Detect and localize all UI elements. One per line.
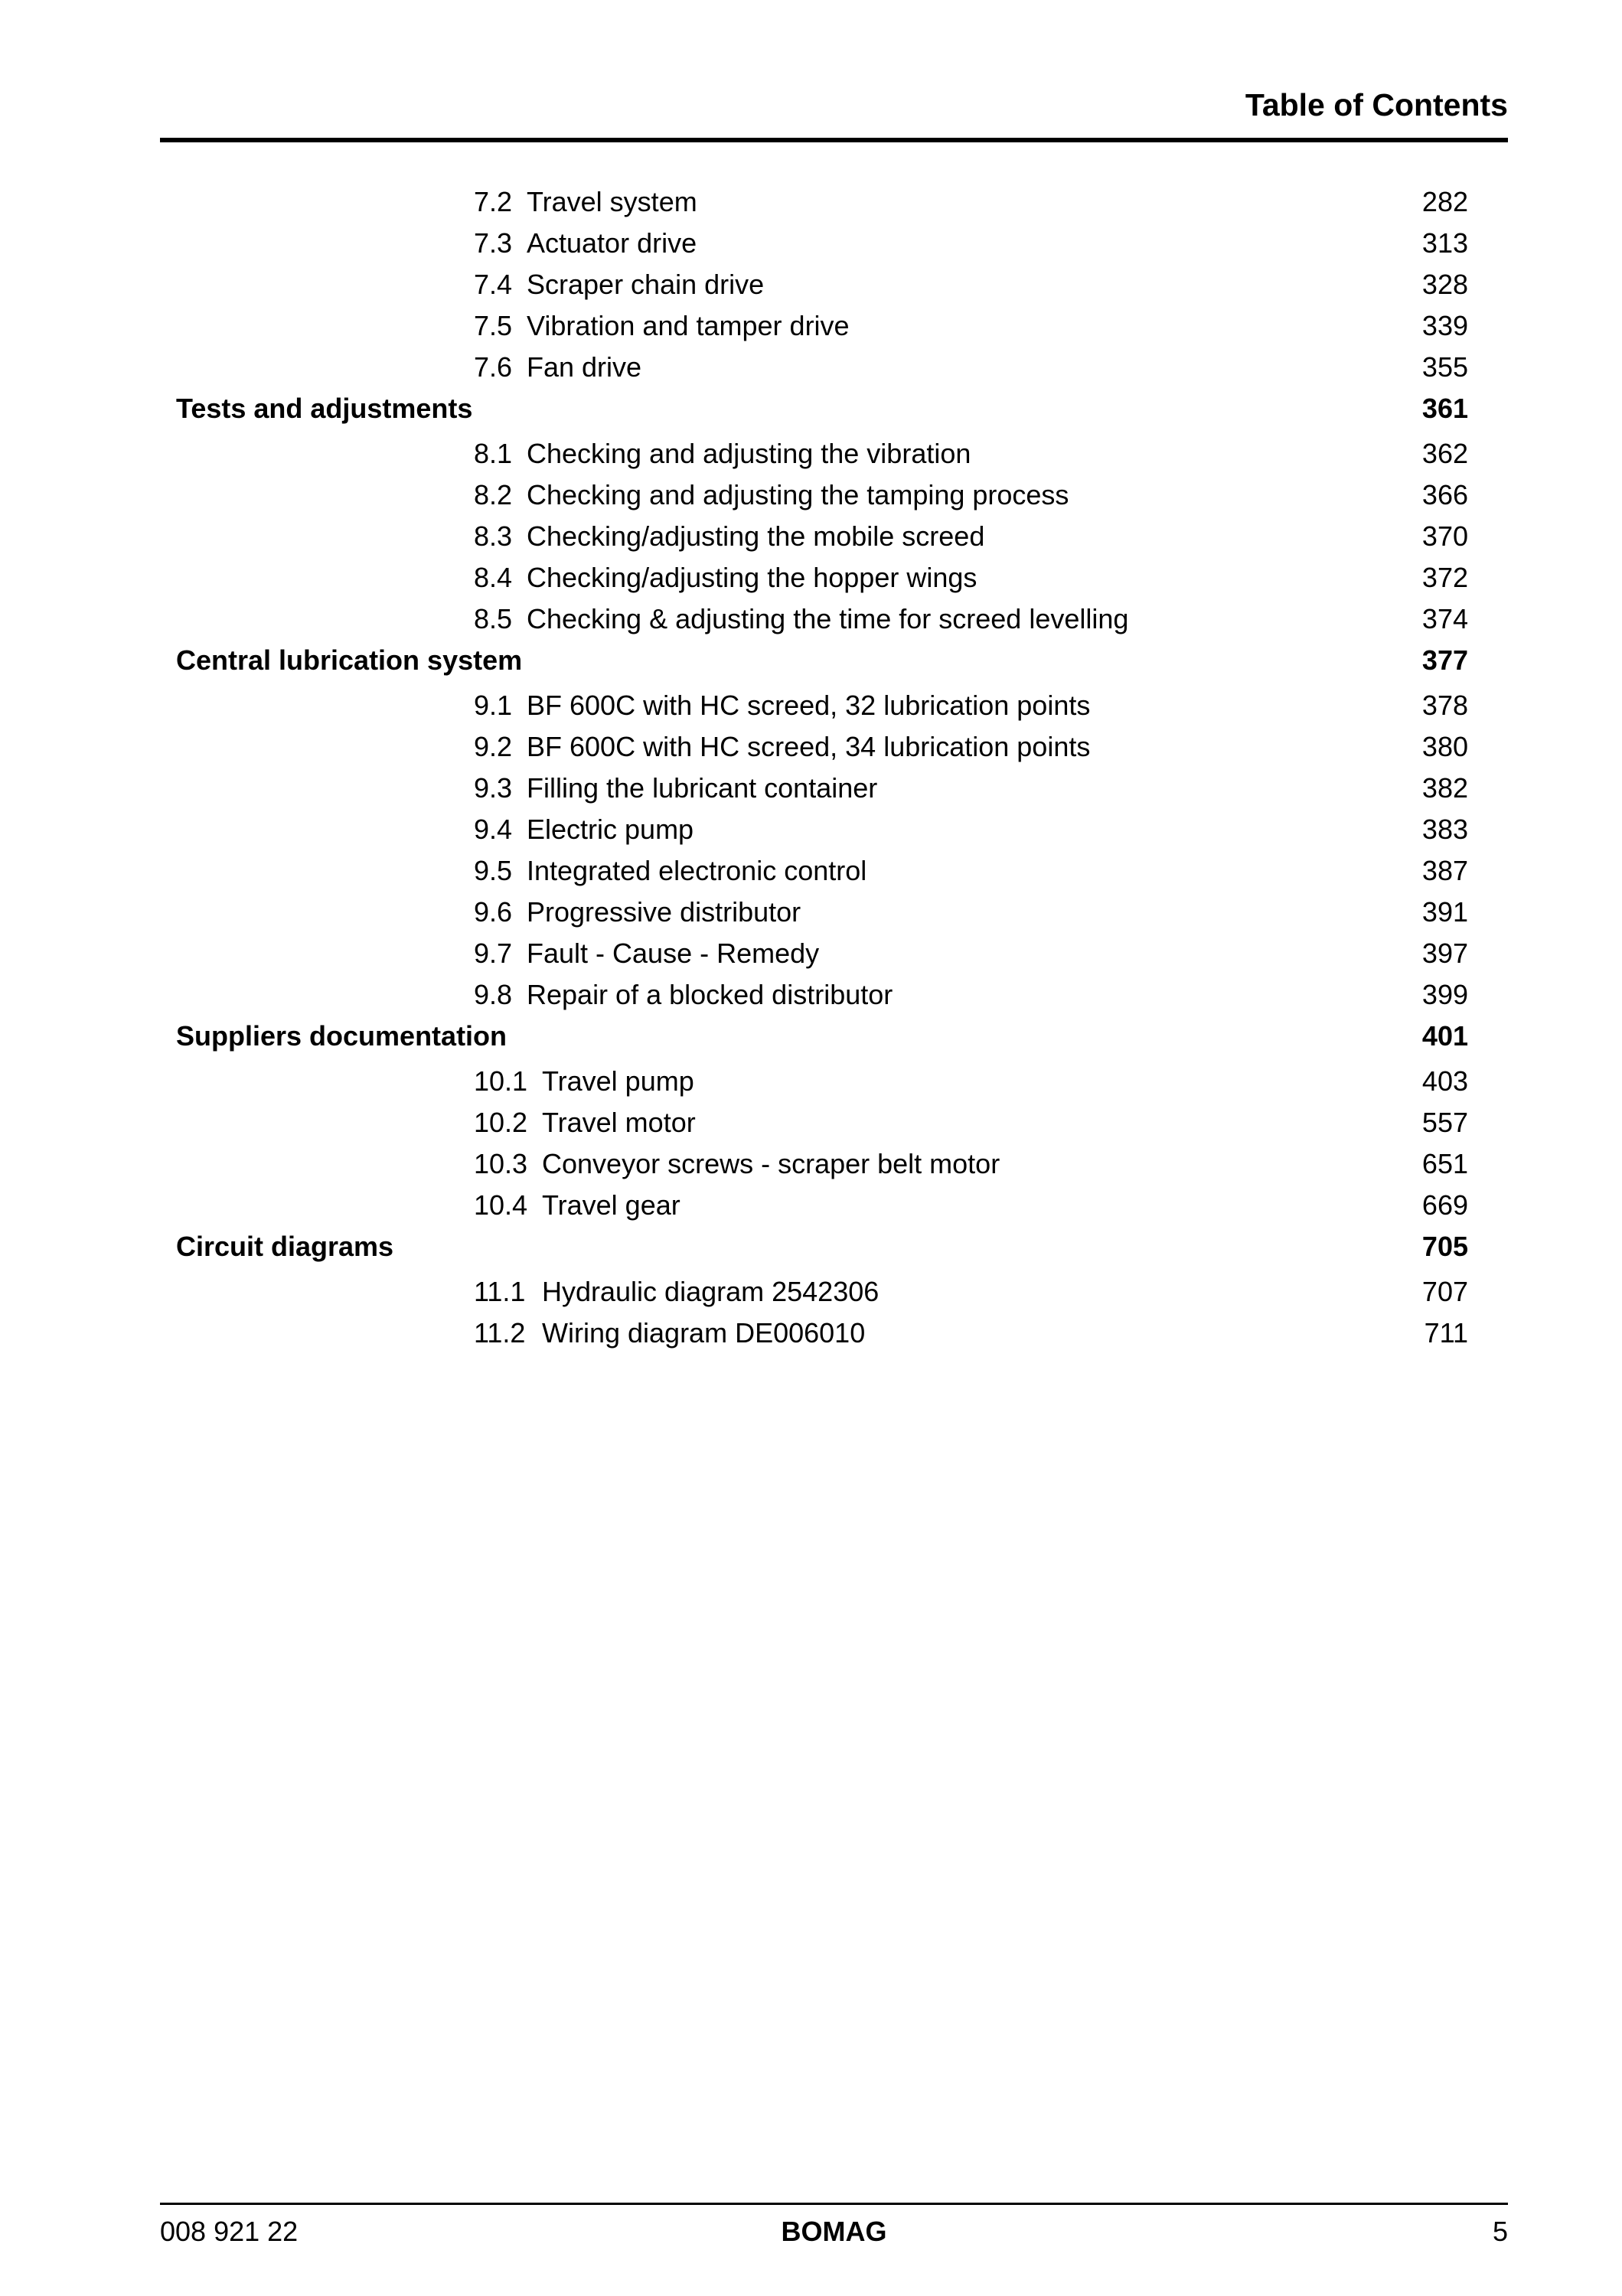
toc-entry[interactable] <box>176 433 1468 475</box>
toc-entry-number: 8.2 <box>474 479 513 510</box>
toc-entry-title: Fan drive <box>527 351 642 383</box>
toc-entry-title: Electric pump <box>527 814 694 845</box>
toc-entry-page: 387 <box>1421 855 1468 886</box>
page-title: Table of Contents <box>1245 87 1508 122</box>
toc-entry-number: 7.6 <box>474 351 513 383</box>
toc-entry-number: 8.4 <box>474 562 513 593</box>
toc-entry-page: 366 <box>1421 479 1468 510</box>
toc-entry-page: 399 <box>1421 979 1468 1010</box>
toc-entry-page: 383 <box>1421 814 1468 845</box>
toc-entry-title: Checking and adjusting the tamping process <box>527 479 1069 510</box>
toc-entry-number: 11.2 <box>474 1317 526 1349</box>
toc-entry-number: 8.5 <box>474 603 513 634</box>
toc-entry[interactable] <box>176 974 1468 1016</box>
toc-entry[interactable] <box>176 516 1468 557</box>
toc-chapter-page: 401 <box>1421 1020 1468 1052</box>
toc-entry-number: 8.1 <box>474 438 513 469</box>
toc-entry-title: Vibration and tamper drive <box>527 310 850 341</box>
toc-entry-page: 380 <box>1421 731 1468 762</box>
toc-entry-number: 10.1 <box>474 1065 528 1097</box>
toc-entry[interactable] <box>176 1271 1468 1313</box>
toc-entry[interactable] <box>176 181 1468 223</box>
toc-entry[interactable] <box>176 347 1468 388</box>
toc-entry-number: 7.4 <box>474 269 513 300</box>
toc-entry-title: Travel pump <box>542 1065 694 1097</box>
toc-entry[interactable] <box>176 1143 1468 1185</box>
toc-entry-title: BF 600C with HC screed, 32 lubrication points <box>527 690 1091 721</box>
toc-entry-page: 378 <box>1421 690 1468 721</box>
toc-chapter-title: Central lubrication system <box>176 644 523 676</box>
toc-entry-page: 374 <box>1421 603 1468 634</box>
toc-entry-number: 9.5 <box>474 855 513 886</box>
toc-entry-title: Checking/adjusting the mobile screed <box>527 520 985 552</box>
page-number: 5 <box>1492 2216 1508 2247</box>
toc-entry[interactable] <box>176 264 1468 305</box>
toc-entry-number: 9.3 <box>474 772 513 804</box>
toc-entry-title: Hydraulic diagram 2542306 <box>542 1276 880 1307</box>
toc-chapter-page: 377 <box>1421 644 1468 676</box>
toc-entry-title: BF 600C with HC screed, 34 lubrication points <box>527 731 1091 762</box>
toc-entry[interactable] <box>176 809 1468 850</box>
toc-entry[interactable] <box>176 768 1468 809</box>
toc-entry-number: 9.6 <box>474 896 513 928</box>
toc-entry-title: Wiring diagram DE006010 <box>542 1317 866 1349</box>
page-footer <box>160 2203 1508 2251</box>
toc-entry-title: Checking/adjusting the hopper wings <box>527 562 977 593</box>
toc-entry-page: 362 <box>1421 438 1468 469</box>
toc-entry-title: Actuator drive <box>527 227 697 259</box>
toc-chapter-page: 361 <box>1421 393 1468 424</box>
toc-entry[interactable] <box>176 685 1468 726</box>
toc-entry-page: 711 <box>1424 1317 1468 1349</box>
toc-entry-page: 669 <box>1421 1189 1468 1221</box>
toc-entry[interactable] <box>176 726 1468 768</box>
toc-entry-page: 557 <box>1421 1107 1468 1138</box>
toc-entry[interactable] <box>176 850 1468 892</box>
toc-entry-title: Scraper chain drive <box>527 269 765 300</box>
toc-entry-number: 11.1 <box>474 1276 526 1307</box>
toc-entry-number: 9.2 <box>474 731 513 762</box>
toc-entry-title: Travel motor <box>542 1107 696 1138</box>
toc-chapter[interactable] <box>176 388 1468 433</box>
toc-chapter-title: Suppliers documentation <box>176 1020 507 1052</box>
toc-entry-page: 391 <box>1421 896 1468 928</box>
toc-entry[interactable] <box>176 892 1468 933</box>
toc-chapter[interactable] <box>176 1016 1468 1061</box>
toc-entry[interactable] <box>176 1313 1468 1354</box>
page-header <box>160 83 1508 142</box>
toc-chapter[interactable] <box>176 1226 1468 1271</box>
toc-entry-page: 355 <box>1421 351 1468 383</box>
toc-entry-title: Checking & adjusting the time for screed levelling <box>527 603 1129 634</box>
brand-name: BOMAG <box>781 2216 887 2247</box>
toc-entry[interactable] <box>176 305 1468 347</box>
toc-entry-page: 313 <box>1421 227 1468 259</box>
toc-entry[interactable] <box>176 933 1468 974</box>
toc-entry[interactable] <box>176 1102 1468 1143</box>
toc-entry[interactable] <box>176 1185 1468 1226</box>
toc-entry[interactable] <box>176 1061 1468 1102</box>
toc-entry-title: Filling the lubricant container <box>527 772 878 804</box>
toc-entry[interactable] <box>176 223 1468 264</box>
toc-entry-title: Repair of a blocked distributor <box>527 979 893 1010</box>
toc-chapter-title: Tests and adjustments <box>176 393 473 424</box>
toc-entry-page: 328 <box>1421 269 1468 300</box>
toc-entry-number: 8.3 <box>474 520 513 552</box>
toc-entry[interactable] <box>176 598 1468 640</box>
toc-entry-title: Progressive distributor <box>527 896 801 928</box>
toc-chapter[interactable] <box>176 640 1468 685</box>
toc-entry-number: 7.3 <box>474 227 513 259</box>
toc-entry-title: Integrated electronic control <box>527 855 867 886</box>
toc-entry-title: Conveyor screws - scraper belt motor <box>542 1148 1000 1179</box>
toc-entry-page: 372 <box>1421 562 1468 593</box>
toc-entry-page: 707 <box>1421 1276 1468 1307</box>
toc-entry[interactable] <box>176 557 1468 598</box>
toc-entry-page: 339 <box>1421 310 1468 341</box>
toc-entry-title: Fault - Cause - Remedy <box>527 938 820 969</box>
toc-entry-page: 403 <box>1421 1065 1468 1097</box>
toc-chapter-title: Circuit diagrams <box>176 1231 394 1262</box>
toc-entry-page: 282 <box>1421 186 1468 217</box>
toc-entry-title: Travel system <box>527 186 697 217</box>
toc-entry-title: Checking and adjusting the vibration <box>527 438 971 469</box>
toc-entry-number: 7.2 <box>474 186 513 217</box>
toc-entry-number: 10.3 <box>474 1148 528 1179</box>
toc-entry-page: 370 <box>1421 520 1468 552</box>
toc-entry-page: 651 <box>1421 1148 1468 1179</box>
toc-entry-number: 7.5 <box>474 310 513 341</box>
toc-entry-number: 10.4 <box>474 1189 528 1221</box>
toc-entry-page: 397 <box>1421 938 1468 969</box>
toc-chapter-page: 705 <box>1421 1231 1468 1262</box>
toc-entry-number: 9.7 <box>474 938 513 969</box>
toc-entry[interactable] <box>176 475 1468 516</box>
toc-entry-title: Travel gear <box>542 1189 680 1221</box>
toc-entry-number: 9.4 <box>474 814 513 845</box>
toc-entry-number: 9.1 <box>474 690 513 721</box>
document-number: 008 921 22 <box>160 2216 299 2247</box>
toc-entry-page: 382 <box>1421 772 1468 804</box>
toc-entry-number: 9.8 <box>474 979 513 1010</box>
toc-entry-number: 10.2 <box>474 1107 528 1138</box>
table-of-contents <box>176 181 1468 1354</box>
